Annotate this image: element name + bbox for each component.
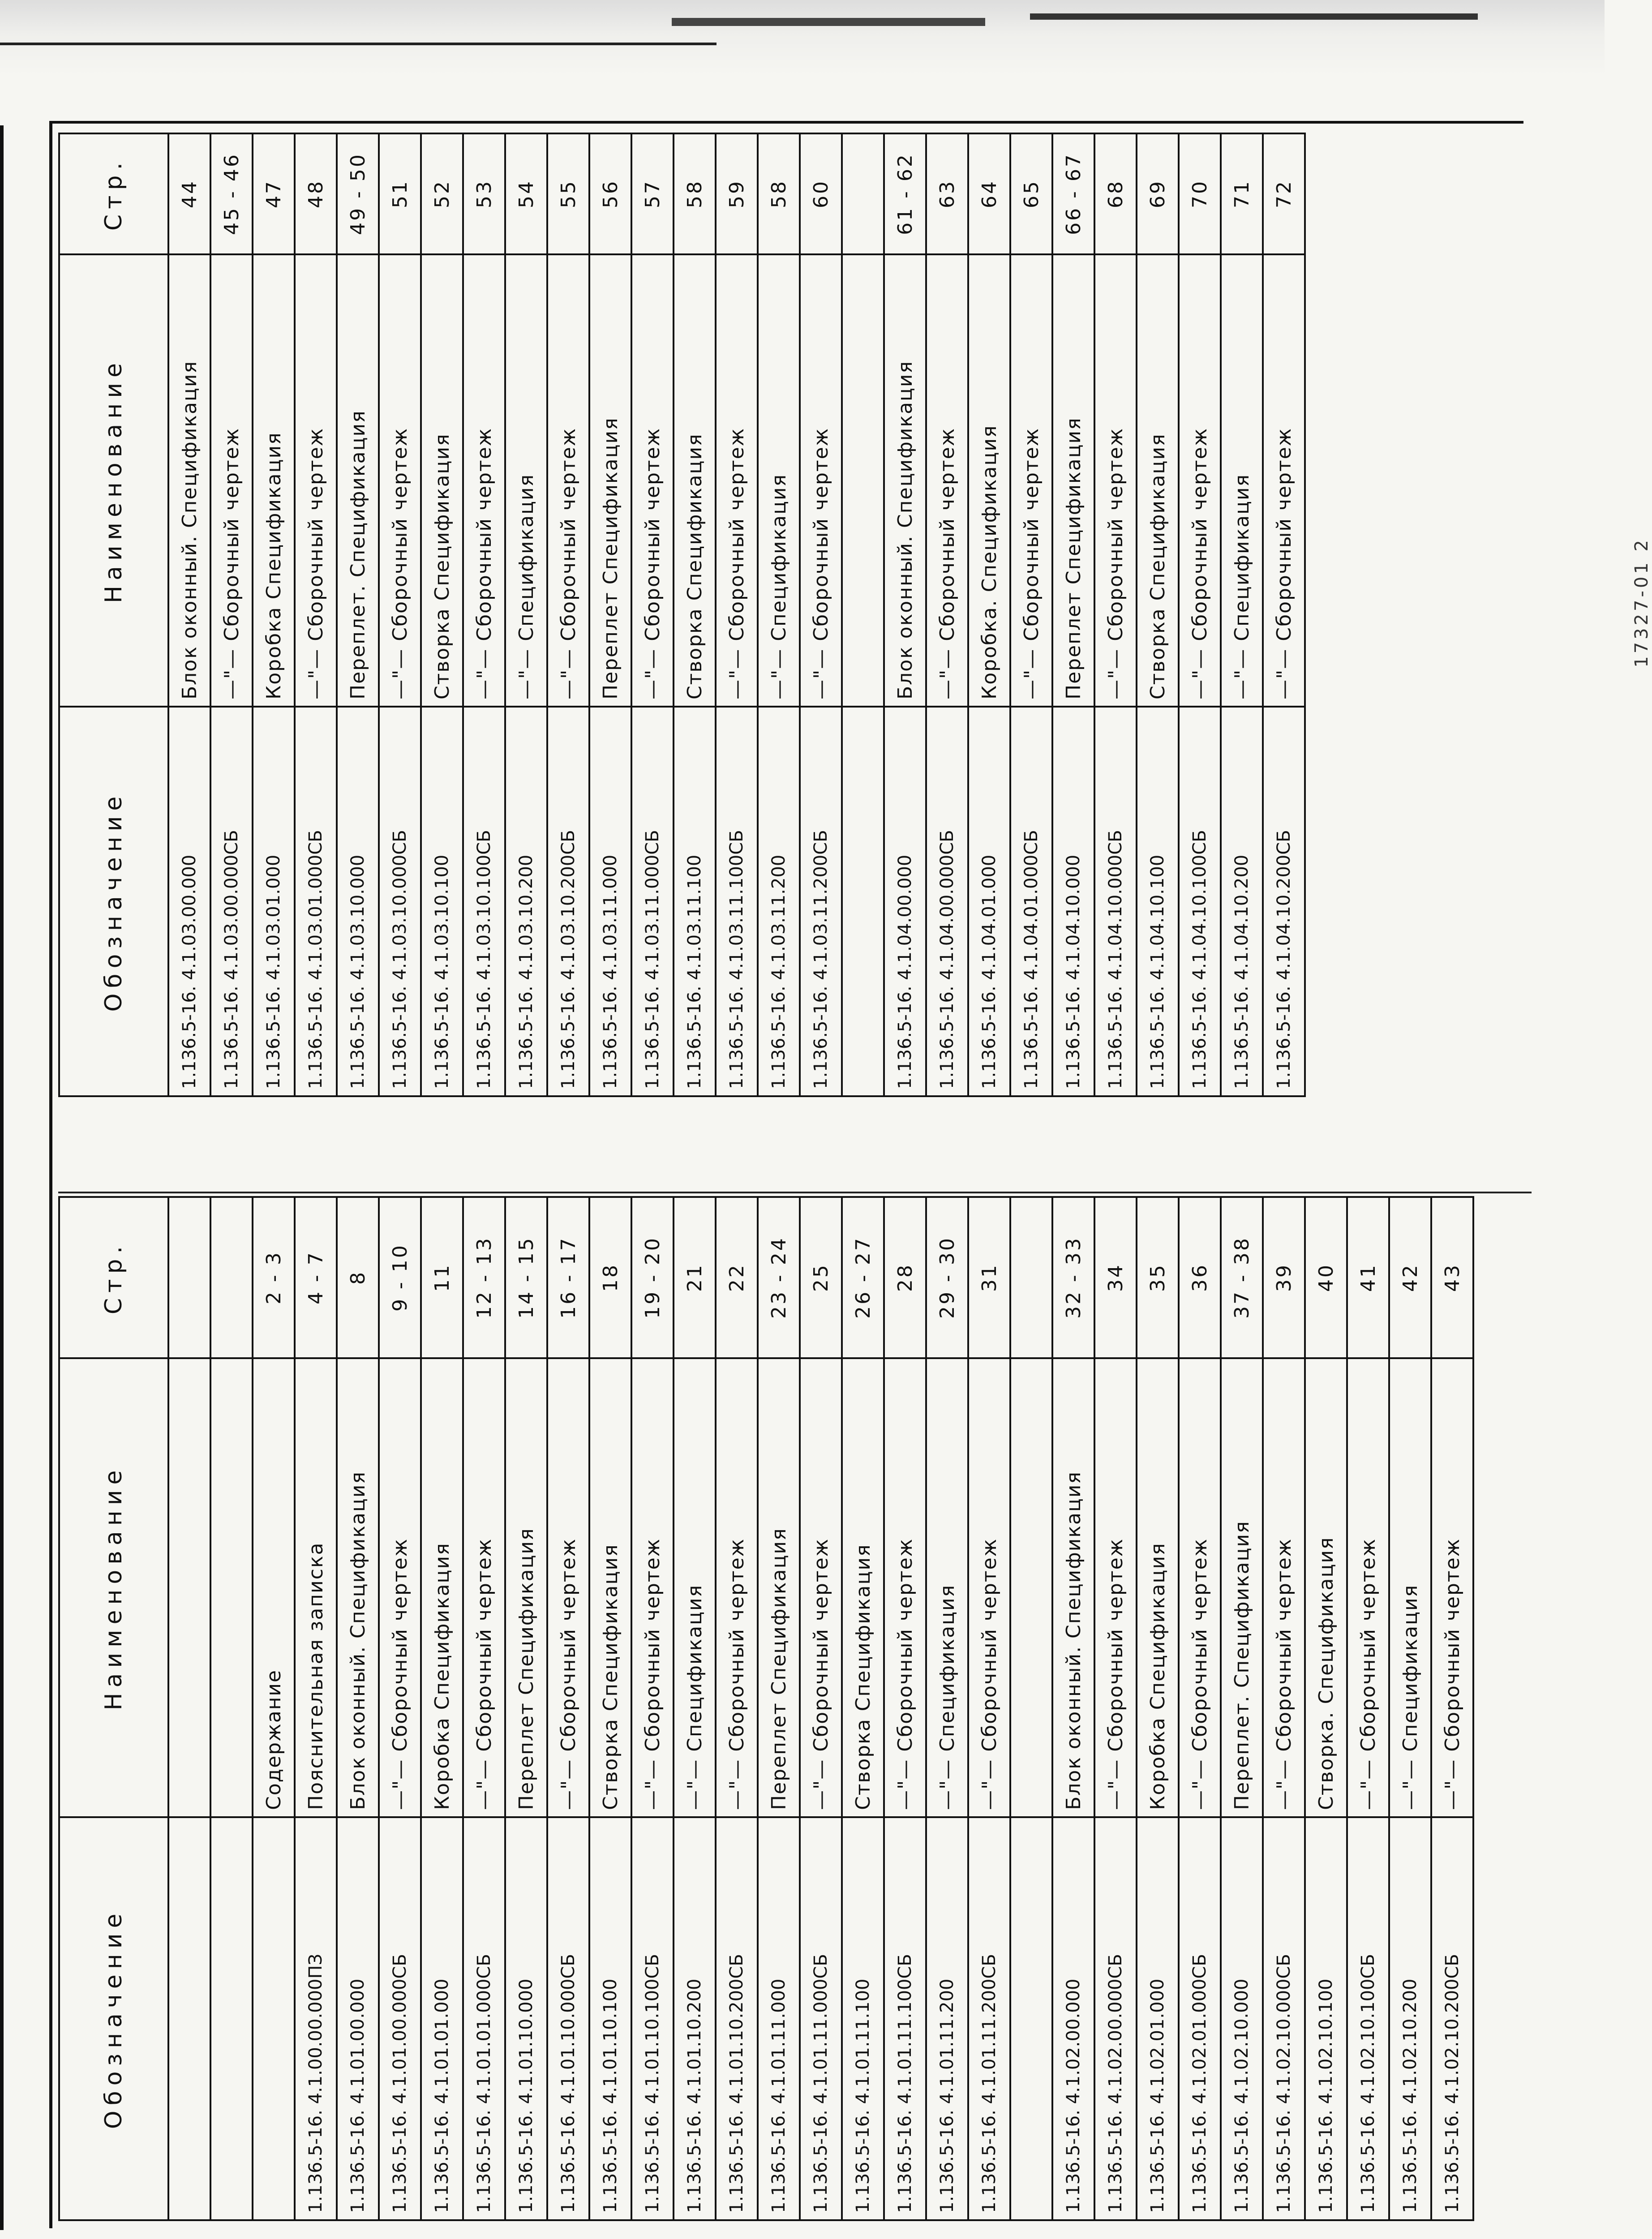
cell-name: Блок оконный. Спецификация	[168, 254, 210, 707]
cell-page: 19 - 20	[631, 1197, 674, 1358]
cell-designation: 1.136.5-16. 4.1.01.00.000	[337, 1817, 379, 2220]
cell-page: 34	[1094, 1197, 1137, 1358]
table-row	[1389, 1197, 1431, 2220]
cell-name: —"— Спецификация	[1221, 254, 1263, 707]
cell-page: 40	[1305, 1197, 1347, 1358]
header-page: Стр.	[59, 133, 168, 254]
cell-name: Створка Спецификация	[589, 1358, 631, 1817]
table-row	[253, 1197, 295, 2220]
table-row	[926, 1197, 968, 2220]
header-designation: Обозначение	[59, 1817, 168, 2220]
cell-name: Блок оконный. Спецификация	[1052, 1358, 1094, 1817]
cell-page: 28	[884, 1197, 926, 1358]
cell-name: —"— Сборочный чертеж	[1263, 254, 1305, 707]
cell-name: —"— Сборочный чертеж	[463, 1358, 505, 1817]
sheet-note: 17327-01 2	[1631, 537, 1652, 668]
cell-page: 71	[1221, 133, 1263, 254]
cell-page: 31	[968, 1197, 1010, 1358]
cell-name: —"— Сборочный чертеж	[716, 254, 758, 707]
cell-page: 55	[547, 133, 589, 254]
table-row	[337, 1197, 379, 2220]
cell-page: 58	[674, 133, 716, 254]
table-row	[589, 1197, 631, 2220]
table-row	[968, 133, 1010, 1096]
cell-designation: 1.136.5-16. 4.1.01.00.000СБ	[379, 1817, 421, 2220]
cell-name: —"— Сборочный чертеж	[1094, 254, 1137, 707]
cell-page	[1010, 1197, 1052, 1358]
cell-name	[168, 1358, 210, 1817]
cell-name: —"— Сборочный чертеж	[1179, 1358, 1221, 1817]
cell-name: —"— Сборочный чертеж	[379, 1358, 421, 1817]
cell-name: —"— Спецификация	[926, 1358, 968, 1817]
cell-page: 9 - 10	[379, 1197, 421, 1358]
scan-streak	[672, 18, 985, 26]
table-row	[1052, 133, 1094, 1096]
cell-page: 26 - 27	[842, 1197, 884, 1358]
cell-name: Переплет Спецификация	[505, 1358, 547, 1817]
cell-page: 48	[295, 133, 337, 254]
table-row	[505, 133, 547, 1096]
cell-name: —"— Сборочный чертеж	[631, 254, 674, 707]
cell-name: —"— Сборочный чертеж	[800, 254, 842, 707]
table-row	[800, 133, 842, 1096]
cell-designation: 1.136.5-16. 4.1.01.11.000	[758, 1817, 800, 2220]
table-row	[210, 1197, 253, 2220]
cell-page: 18	[589, 1197, 631, 1358]
cell-name: —"— Спецификация	[1389, 1358, 1431, 1817]
cell-designation: 1.136.5-16. 4.1.01.10.200СБ	[716, 1817, 758, 2220]
table-row	[379, 1197, 421, 2220]
cell-name: Переплет Спецификация	[1052, 254, 1094, 707]
cell-designation: 1.136.5-16. 4.1.01.01.000	[421, 1817, 463, 2220]
cell-name: Переплет. Спецификация	[337, 254, 379, 707]
cell-page: 58	[758, 133, 800, 254]
cell-page	[168, 1197, 210, 1358]
cell-name: —"— Сборочный чертеж	[968, 1358, 1010, 1817]
table-row	[674, 1197, 716, 2220]
cell-page: 54	[505, 133, 547, 254]
cell-page: 64	[968, 133, 1010, 254]
cell-designation: 1.136.5-16. 4.1.01.01.000СБ	[463, 1817, 505, 2220]
cell-designation: 1.136.5-16. 4.1.04.00.000	[884, 707, 926, 1096]
cell-designation: 1.136.5-16. 4.1.03.11.200СБ	[800, 707, 842, 1096]
table-row	[1094, 1197, 1137, 2220]
cell-designation: 1.136.5-16. 4.1.03.11.200	[758, 707, 800, 1096]
cell-designation: 1.136.5-16. 4.1.03.10.100СБ	[463, 707, 505, 1096]
cell-page: 51	[379, 133, 421, 254]
cell-name: —"— Сборочный чертеж	[295, 254, 337, 707]
table-row	[716, 1197, 758, 2220]
cell-name: Переплет Спецификация	[589, 254, 631, 707]
cell-name: —"— Сборочный чертеж	[379, 254, 421, 707]
table-row	[589, 133, 631, 1096]
cell-name: —"— Сборочный чертеж	[800, 1358, 842, 1817]
table-row	[463, 133, 505, 1096]
table-row	[1221, 1197, 1263, 2220]
cell-designation	[168, 1817, 210, 2220]
cell-name: Содержание	[253, 1358, 295, 1817]
cell-name: —"— Сборочный чертеж	[547, 1358, 589, 1817]
cell-page: 65	[1010, 133, 1052, 254]
cell-name: —"— Спецификация	[505, 254, 547, 707]
cell-designation: 1.136.5-16. 4.1.02.01.000	[1137, 1817, 1179, 2220]
cell-designation: 1.136.5-16. 4.1.02.10.000СБ	[1263, 1817, 1305, 2220]
table-row	[968, 1197, 1010, 2220]
cell-page: 57	[631, 133, 674, 254]
cell-page: 72	[1263, 133, 1305, 254]
cell-page: 66 - 67	[1052, 133, 1094, 254]
cell-designation: 1.136.5-16. 4.1.04.01.000СБ	[1010, 707, 1052, 1096]
cell-name: Створка Спецификация	[674, 254, 716, 707]
scan-streak	[0, 43, 717, 45]
cell-designation: 1.136.5-16. 4.1.03.10.000	[337, 707, 379, 1096]
cell-designation: 1.136.5-16. 4.1.01.10.200	[674, 1817, 716, 2220]
cell-designation: 1.136.5-16. 4.1.03.01.000	[253, 707, 295, 1096]
table-row	[463, 1197, 505, 2220]
cell-designation: 1.136.5-16. 4.1.01.11.000СБ	[800, 1817, 842, 2220]
cell-name: —"— Сборочный чертеж	[1179, 254, 1221, 707]
table-row	[1137, 133, 1179, 1096]
cell-page: 61 - 62	[884, 133, 926, 254]
cell-designation: 1.136.5-16. 4.1.02.10.200	[1389, 1817, 1431, 2220]
cell-page: 36	[1179, 1197, 1221, 1358]
table-row	[295, 1197, 337, 2220]
cell-designation: 1.136.5-16. 4.1.03.10.200СБ	[547, 707, 589, 1096]
table-row	[253, 133, 295, 1096]
table-row	[421, 133, 463, 1096]
cell-designation: 1.136.5-16. 4.1.01.11.200	[926, 1817, 968, 2220]
table-row	[758, 1197, 800, 2220]
cell-designation: 1.136.5-16. 4.1.03.01.000СБ	[295, 707, 337, 1096]
cell-name: —"— Спецификация	[758, 254, 800, 707]
table-row	[1179, 133, 1221, 1096]
cell-name: —"— Сборочный чертеж	[716, 1358, 758, 1817]
cell-name: Коробка Спецификация	[253, 254, 295, 707]
cell-name: Коробка Спецификация	[1137, 1358, 1179, 1817]
cell-page: 56	[589, 133, 631, 254]
table-row	[168, 1197, 210, 2220]
cell-name: —"— Сборочный чертеж	[210, 254, 253, 707]
cell-designation: 1.136.5-16. 4.1.02.10.100	[1305, 1817, 1347, 2220]
table-row	[926, 133, 968, 1096]
cell-page: 39	[1263, 1197, 1305, 1358]
cell-designation: 1.136.5-16. 4.1.04.10.100	[1137, 707, 1179, 1096]
cell-designation: 1.136.5-16. 4.1.02.10.200СБ	[1431, 1817, 1473, 2220]
cell-page: 45 - 46	[210, 133, 253, 254]
binding-margin-line	[0, 125, 4, 2230]
contents-sheet	[58, 134, 1532, 2221]
cell-page: 37 - 38	[1221, 1197, 1263, 1358]
cell-designation: 1.136.5-16. 4.1.02.10.100СБ	[1347, 1817, 1389, 2220]
table-row	[1221, 133, 1263, 1096]
cell-name: Створка Спецификация	[1137, 254, 1179, 707]
cell-page: 68	[1094, 133, 1137, 254]
cell-designation: 1.136.5-16. 4.1.01.11.100	[842, 1817, 884, 2220]
cell-name: Пояснительная записка	[295, 1358, 337, 1817]
table-row	[421, 1197, 463, 2220]
cell-page: 49 - 50	[337, 133, 379, 254]
cell-designation: 1.136.5-16. 4.1.02.01.000СБ	[1179, 1817, 1221, 2220]
table-row	[1094, 133, 1137, 1096]
cell-name: Переплет. Спецификация	[1221, 1358, 1263, 1817]
cell-designation	[210, 1817, 253, 2220]
cell-name	[1010, 1358, 1052, 1817]
table-row	[1347, 1197, 1389, 2220]
cell-name	[842, 254, 884, 707]
cell-name	[210, 1358, 253, 1817]
cell-designation: 1.136.5-16. 4.1.04.10.000СБ	[1094, 707, 1137, 1096]
table-row	[674, 133, 716, 1096]
cell-page: 2 - 3	[253, 1197, 295, 1358]
table-row	[547, 1197, 589, 2220]
cell-page: 29 - 30	[926, 1197, 968, 1358]
cell-name: Блок оконный. Спецификация	[884, 254, 926, 707]
cell-page: 21	[674, 1197, 716, 1358]
cell-designation: 1.136.5-16. 4.1.04.10.200	[1221, 707, 1263, 1096]
cell-page: 47	[253, 133, 295, 254]
cell-name: —"— Сборочный чертеж	[1347, 1358, 1389, 1817]
table-row	[631, 1197, 674, 2220]
scan-edge-artifact	[0, 0, 1605, 76]
cell-designation: 1.136.5-16. 4.1.01.10.000СБ	[547, 1817, 589, 2220]
cell-designation: 1.136.5-16. 4.1.04.10.000	[1052, 707, 1094, 1096]
cell-page: 52	[421, 133, 463, 254]
cell-name: —"— Сборочный чертеж	[1263, 1358, 1305, 1817]
contents-table-left	[58, 1198, 1532, 2221]
cell-page: 11	[421, 1197, 463, 1358]
cell-designation: 1.136.5-16. 4.1.04.10.200СБ	[1263, 707, 1305, 1096]
table-row	[1431, 1197, 1473, 2220]
cell-designation: 1.136.5-16. 4.1.03.10.200	[505, 707, 547, 1096]
cell-page: 8	[337, 1197, 379, 1358]
cell-name: Створка Спецификация	[842, 1358, 884, 1817]
table-row	[547, 133, 589, 1096]
cell-name: —"— Сборочный чертеж	[1010, 254, 1052, 707]
cell-name: Коробка Спецификация	[421, 1358, 463, 1817]
cell-name: —"— Сборочный чертеж	[1431, 1358, 1473, 1817]
cell-page: 25	[800, 1197, 842, 1358]
cell-name: —"— Сборочный чертеж	[1094, 1358, 1137, 1817]
cell-designation: 1.136.5-16. 4.1.01.10.100СБ	[631, 1817, 674, 2220]
cell-designation: 1.136.5-16. 4.1.02.10.000	[1221, 1817, 1263, 2220]
cell-name: Створка. Спецификация	[1305, 1358, 1347, 1817]
cell-page: 69	[1137, 133, 1179, 254]
cell-designation: 1.136.5-16. 4.1.01.11.200СБ	[968, 1817, 1010, 2220]
cell-page	[842, 133, 884, 254]
table-row	[168, 133, 210, 1096]
sheet-divider	[58, 1192, 1532, 1193]
cell-name: —"— Сборочный чертеж	[547, 254, 589, 707]
cell-designation: 1.136.5-16. 4.1.04.10.100СБ	[1179, 707, 1221, 1096]
cell-page: 22	[716, 1197, 758, 1358]
cell-page: 23 - 24	[758, 1197, 800, 1358]
table-row	[631, 133, 674, 1096]
header-name: Наименование	[59, 1358, 168, 1817]
table-row	[884, 1197, 926, 2220]
table-row	[800, 1197, 842, 2220]
cell-designation: 1.136.5-16. 4.1.03.11.000	[589, 707, 631, 1096]
cell-name: —"— Спецификация	[674, 1358, 716, 1817]
table-row	[1263, 1197, 1305, 2220]
cell-designation	[1010, 1817, 1052, 2220]
cell-page: 43	[1431, 1197, 1473, 1358]
header-page: Стр.	[59, 1197, 168, 1358]
table-row	[1305, 1197, 1347, 2220]
cell-page	[210, 1197, 253, 1358]
scan-streak	[1030, 13, 1478, 20]
cell-name: —"— Сборочный чертеж	[631, 1358, 674, 1817]
table-row	[758, 133, 800, 1096]
cell-designation: 1.136.5-16. 4.1.01.10.000	[505, 1817, 547, 2220]
cell-name: —"— Сборочный чертеж	[884, 1358, 926, 1817]
contents-table-right	[58, 134, 1532, 1097]
cell-page: 16 - 17	[547, 1197, 589, 1358]
cell-name: Коробка. Спецификация	[968, 254, 1010, 707]
cell-name: —"— Сборочный чертеж	[926, 254, 968, 707]
table-row	[1179, 1197, 1221, 2220]
cell-designation: 1.136.5-16. 4.1.02.00.000СБ	[1094, 1817, 1137, 2220]
table-row	[210, 133, 253, 1096]
cell-designation: 1.136.5-16. 4.1.04.00.000СБ	[926, 707, 968, 1096]
cell-page: 35	[1137, 1197, 1179, 1358]
cell-page: 44	[168, 133, 210, 254]
cell-designation: 1.136.5-16. 4.1.03.00.000СБ	[210, 707, 253, 1096]
cell-name: Створка Спецификация	[421, 254, 463, 707]
header-name: Наименование	[59, 254, 168, 707]
cell-designation: 1.136.5-16. 4.1.00.00.000ПЗ	[295, 1817, 337, 2220]
cell-page: 42	[1389, 1197, 1431, 1358]
cell-page: 60	[800, 133, 842, 254]
table-row	[505, 1197, 547, 2220]
cell-designation: 1.136.5-16. 4.1.03.00.000	[168, 707, 210, 1096]
cell-designation: 1.136.5-16. 4.1.04.01.000	[968, 707, 1010, 1096]
cell-name: Переплет Спецификация	[758, 1358, 800, 1817]
cell-page: 14 - 15	[505, 1197, 547, 1358]
table-row	[337, 133, 379, 1096]
cell-page: 4 - 7	[295, 1197, 337, 1358]
table-row	[842, 1197, 884, 2220]
table-row	[842, 133, 884, 1096]
cell-page: 63	[926, 133, 968, 254]
table-row	[716, 133, 758, 1096]
cell-designation: 1.136.5-16. 4.1.03.10.000СБ	[379, 707, 421, 1096]
cell-page: 41	[1347, 1197, 1389, 1358]
cell-page: 53	[463, 133, 505, 254]
cell-designation: 1.136.5-16. 4.1.03.11.100	[674, 707, 716, 1096]
table-row	[1137, 1197, 1179, 2220]
cell-designation: 1.136.5-16. 4.1.03.11.000СБ	[631, 707, 674, 1096]
cell-page: 32 - 33	[1052, 1197, 1094, 1358]
header-designation: Обозначение	[59, 707, 168, 1096]
table-row	[1010, 1197, 1052, 2220]
cell-designation: 1.136.5-16. 4.1.01.10.100	[589, 1817, 631, 2220]
table-row	[1052, 1197, 1094, 2220]
cell-designation	[842, 707, 884, 1096]
cell-name: Блок оконный. Спецификация	[337, 1358, 379, 1817]
cell-page: 59	[716, 133, 758, 254]
table-row	[884, 133, 926, 1096]
table-row	[1010, 133, 1052, 1096]
cell-designation: 1.136.5-16. 4.1.03.11.100СБ	[716, 707, 758, 1096]
cell-designation	[253, 1817, 295, 2220]
cell-name: —"— Сборочный чертеж	[463, 254, 505, 707]
cell-designation: 1.136.5-16. 4.1.03.10.100	[421, 707, 463, 1096]
cell-designation: 1.136.5-16. 4.1.01.11.100СБ	[884, 1817, 926, 2220]
cell-designation: 1.136.5-16. 4.1.02.00.000	[1052, 1817, 1094, 2220]
cell-page: 70	[1179, 133, 1221, 254]
table-row	[379, 133, 421, 1096]
table-row	[295, 133, 337, 1096]
cell-page: 12 - 13	[463, 1197, 505, 1358]
table-row	[1263, 133, 1305, 1096]
